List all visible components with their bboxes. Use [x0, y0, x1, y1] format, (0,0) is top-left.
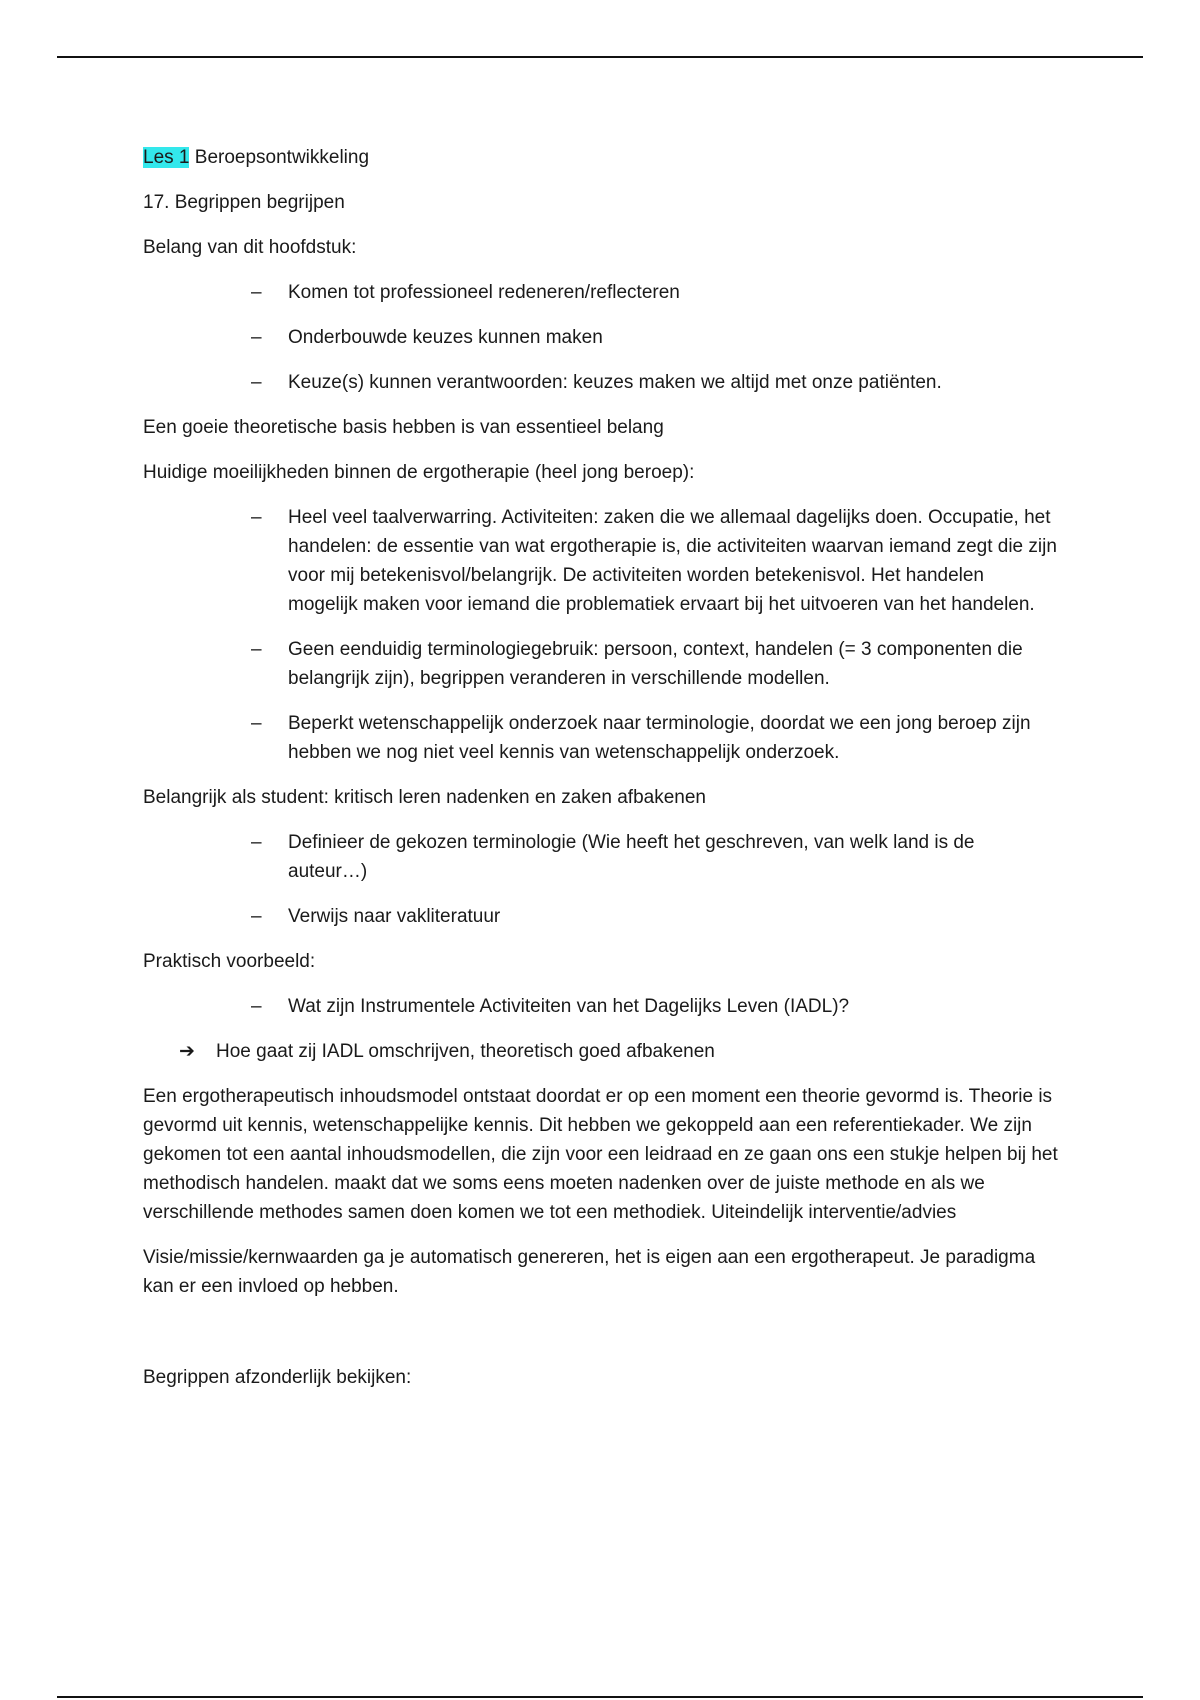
dash-bullet-icon: –	[251, 996, 262, 1017]
list-item-text: Beperkt wetenschappelijk onderzoek naar terminologie, doordat we een jong beroep zijn hebben we nog niet veel kennis van wetenschappelijk onderzoek.	[288, 713, 1031, 763]
list-item-text: Keuze(s) kunnen verantwoorden: keuzes maken we altijd met onze patiënten.	[288, 372, 942, 393]
paragraph-student: Belangrijk als student: kritisch leren nadenken en zaken afbakenen	[143, 787, 706, 808]
list-item	[143, 278, 1058, 307]
arrow-item	[143, 1037, 1058, 1066]
dash-bullet-icon: –	[251, 713, 262, 734]
highlighted-lesson-label: Les 1	[143, 147, 190, 168]
dash-bullet-icon: –	[251, 282, 262, 303]
header-rule	[57, 56, 1143, 58]
dash-bullet-icon: –	[251, 372, 262, 393]
paragraph-afzonderlijk: Begrippen afzonderlijk bekijken:	[143, 1367, 412, 1388]
list-item-text: Wat zijn Instrumentele Activiteiten van het Dagelijks Leven (IADL)?	[288, 996, 850, 1017]
paragraph-belang: Belang van dit hoofdstuk:	[143, 237, 357, 258]
dash-bullet-icon: –	[251, 507, 262, 528]
paragraph-praktisch: Praktisch voorbeeld:	[143, 951, 316, 972]
dash-bullet-icon: –	[251, 639, 262, 660]
paragraph-huidige: Huidige moeilijkheden binnen de ergotherapie (heel jong beroep):	[143, 462, 695, 483]
arrow-item-text: Hoe gaat zij IADL omschrijven, theoretisch goed afbakenen	[216, 1041, 715, 1062]
student-list	[143, 828, 1058, 931]
dash-bullet-icon: –	[251, 832, 262, 853]
document-heading	[143, 143, 1058, 172]
moeilijkheden-list	[143, 503, 1058, 767]
belang-list	[143, 278, 1058, 397]
footer-rule	[57, 1696, 1143, 1698]
list-item-text: Heel veel taalverwarring. Activiteiten: zaken die we allemaal dagelijks doen. Occupatie, het handelen: de essentie van wat ergotherapie is, die activiteiten waarvan iemand zegt die zijn voor mij betekenisvol/belangrijk. De activiteiten worden betekenisvol. Het handelen mogelijk maken voor iemand die problematiek ervaart bij het uitvoeren van het handelen.	[288, 507, 1057, 615]
list-item-text: Definieer de gekozen terminologie (Wie heeft het geschreven, van welk land is de auteur…)	[288, 832, 975, 882]
list-item-text: Verwijs naar vakliteratuur	[288, 906, 501, 927]
list-item	[143, 902, 1058, 931]
list-item	[143, 368, 1058, 397]
list-item	[143, 709, 1058, 767]
paragraph-inhoudsmodel: Een ergotherapeutisch inhoudsmodel ontstaat doordat er op een moment een theorie gevormd is. Theorie is gevormd uit kennis, wetenschappelijke kennis. Dit hebben we gekoppeld aan een referentiekader. We zijn gekomen tot een aantal inhoudsmodellen, die zijn voor een leidraad en ze gaan ons een stukje helpen bij het methodisch handelen. maakt dat we soms eens moeten nadenken over de juiste methode en als we verschillende methodes samen doen komen we tot een methodiek. Uiteindelijk interventie/advies	[143, 1086, 1058, 1223]
heading-title: Beroepsontwikkeling	[194, 147, 370, 168]
dash-bullet-icon: –	[251, 327, 262, 348]
arrow-right-icon: ➔	[179, 1041, 195, 1062]
document-body	[143, 143, 1058, 1408]
praktisch-list	[143, 992, 1058, 1021]
list-item	[143, 503, 1058, 619]
list-item	[143, 828, 1058, 886]
section-title: 17. Begrippen begrijpen	[143, 192, 345, 213]
paragraph-basis: Een goeie theoretische basis hebben is van essentieel belang	[143, 417, 664, 438]
dash-bullet-icon: –	[251, 906, 262, 927]
list-item-text: Geen eenduidig terminologiegebruik: persoon, context, handelen (= 3 componenten die belangrijk zijn), begrippen veranderen in verschillende modellen.	[288, 639, 1023, 689]
paragraph-visie: Visie/missie/kernwaarden ga je automatisch genereren, het is eigen aan een ergotherapeut. Je paradigma kan er een invloed op hebben.	[143, 1247, 1036, 1297]
list-item	[143, 635, 1058, 693]
list-item	[143, 992, 1058, 1021]
list-item-text: Komen tot professioneel redeneren/reflecteren	[288, 282, 680, 303]
list-item-text: Onderbouwde keuzes kunnen maken	[288, 327, 603, 348]
blank-line	[143, 1317, 1058, 1363]
list-item	[143, 323, 1058, 352]
